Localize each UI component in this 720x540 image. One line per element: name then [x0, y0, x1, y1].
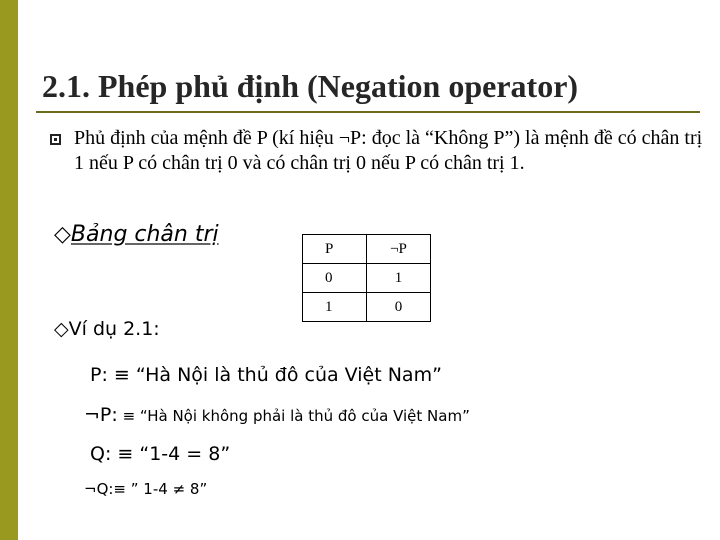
truth-table-header-row	[303, 235, 431, 264]
truth-table-label-text: Bảng chân trị	[70, 222, 219, 247]
table-cell: 1	[367, 264, 431, 293]
title-divider	[36, 111, 700, 113]
example-line-1: P: ≡ “Hà Nội là thủ đô của Việt Nam”	[90, 364, 442, 386]
diamond-bullet-icon: ◇	[54, 318, 69, 340]
table-cell: 0	[367, 293, 431, 322]
example-line-4: ¬Q:≡ ” 1-4 ≠ 8”	[84, 480, 208, 498]
truth-table-label	[54, 222, 219, 247]
decorative-side-bar	[0, 0, 18, 540]
square-bullet-icon	[50, 134, 61, 145]
example-line-2-lead: ¬P:	[84, 404, 118, 426]
example-label-text: Ví dụ 2.1:	[68, 318, 160, 340]
definition-paragraph: Phủ định của mệnh đề P (kí hiệu ¬P: đọc là “Không P”) là mệnh đề có chân trị 1 nếu P có chân trị 0 và có chân trị 0 nếu P có chân trị 1.	[74, 127, 703, 174]
table-row	[303, 264, 431, 293]
diamond-bullet-icon: ◇	[54, 222, 71, 247]
table-row	[303, 293, 431, 322]
truth-table-header-not-p: ¬P	[367, 235, 431, 264]
slide-title: 2.1. Phép phủ định (Negation operator)	[42, 68, 579, 104]
table-cell: 0	[303, 264, 367, 293]
truth-table	[302, 234, 431, 322]
example-label	[54, 318, 160, 340]
example-line-2	[84, 404, 470, 426]
example-line-2-rest: ≡ “Hà Nội không phải là thủ đô của Việt Nam”	[122, 407, 470, 425]
table-cell: 1	[303, 293, 367, 322]
truth-table-header-p: P	[303, 235, 367, 264]
example-line-3: Q: ≡ “1-4 = 8”	[90, 443, 231, 465]
